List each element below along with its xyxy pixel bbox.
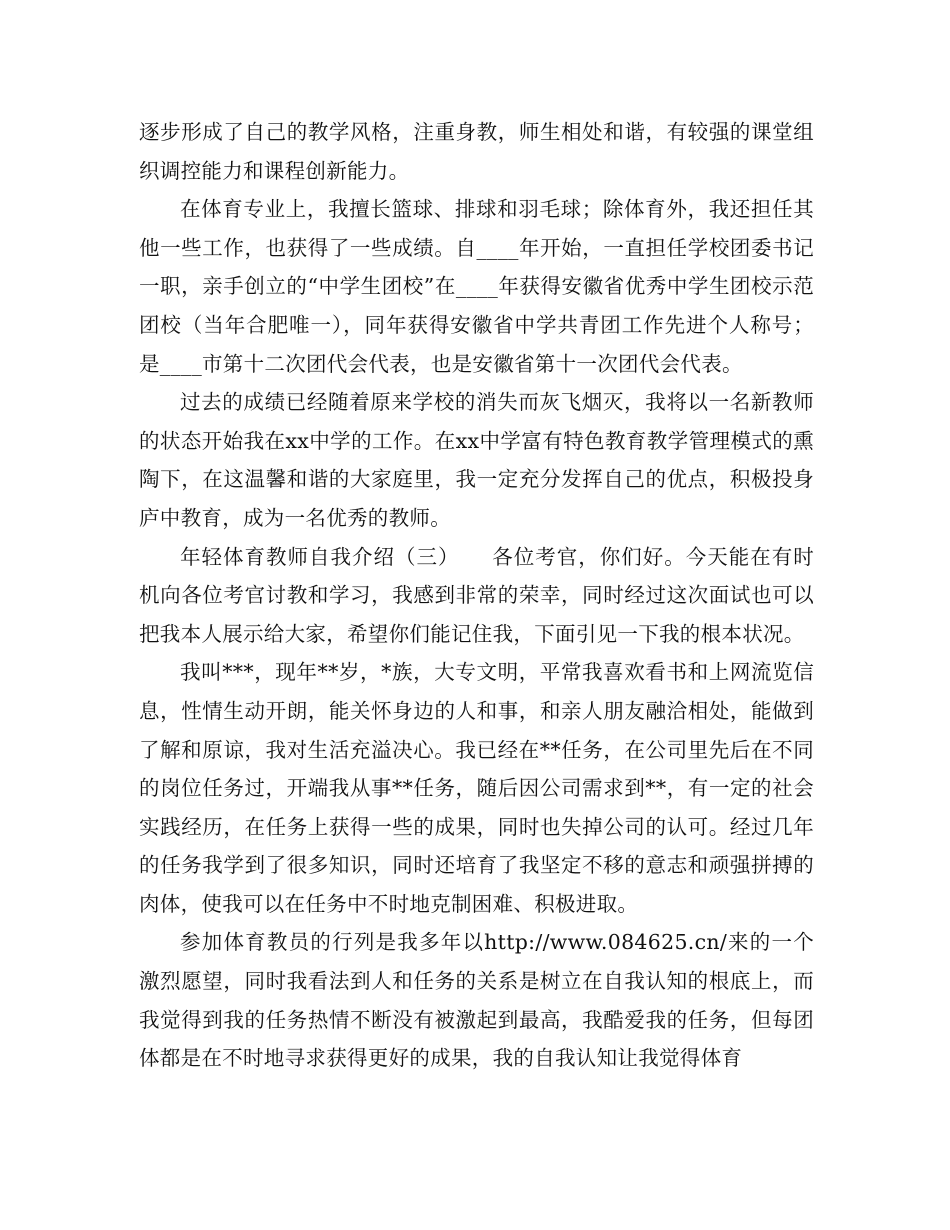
document-body <box>139 113 814 1078</box>
paragraph-2: 在体育专业上，我擅长篮球、排球和羽毛球；除体育外，我还担任其他一些工作，也获得了一些成绩。自____年开始，一直担任学校团委书记一职，亲手创立的“中学生团校”在____年获得安徽省优秀中学生团校示范团校（当年合肥唯一），同年获得安徽省中学共青团工作先进个人称号；是____市第十二次团代会代表，也是安徽省第十一次团代会代表。 <box>139 197 814 376</box>
paragraph-4: 年轻体育教师自我介绍（三） 各位考官，你们好。今天能在有时机向各位考官讨教和学习，我感到非常的荣幸，同时经过这次面试也可以把我本人展示给大家，希望你们能记住我，下面引见一下我的根本状况。 <box>139 544 814 646</box>
paragraph-1: 逐步形成了自己的教学风格，注重身教，师生相处和谐，有较强的课堂组织调控能力和课程创新能力。 <box>139 120 814 183</box>
paragraph-6: 参加体育教员的行列是我多年以http://www.084625.cn/来的一个激烈愿望，同时我看法到人和任务的关系是树立在自我认知的根底上，而我觉得到我的任务热情不断没有被激起到最高，我酷爱我的任务，但每团体都是在不时地寻求获得更好的成果，我的自我认知让我觉得体育 <box>139 930 814 1071</box>
paragraph-3: 过去的成绩已经随着原来学校的消失而灰飞烟灭，我将以一名新教师的状态开始我在xx中学的工作。在xx中学富有特色教育教学管理模式的熏陶下，在这温馨和谐的大家庭里，我一定充分发挥自己的优点，积极投身庐中教育，成为一名优秀的教师。 <box>139 390 814 530</box>
paragraph-5: 我叫***，现年**岁，*族，大专文明，平常我喜欢看书和上网流览信息，性情生动开朗，能关怀身边的人和事，和亲人朋友融洽相处，能做到了解和原谅，我对生活充溢决心。我已经在**任务，在公司里先后在不同的岗位任务过，开端我从事**任务，随后因公司需求到**，有一定的社会实践经历，在任务上获得一些的成果，同时也失掉公司的认可。经过几年的任务我学到了很多知识，同时还培育了我坚定不移的意志和顽强拼搏的肉体，使我可以在任务中不时地克制困难、积极进取。 <box>139 660 814 916</box>
